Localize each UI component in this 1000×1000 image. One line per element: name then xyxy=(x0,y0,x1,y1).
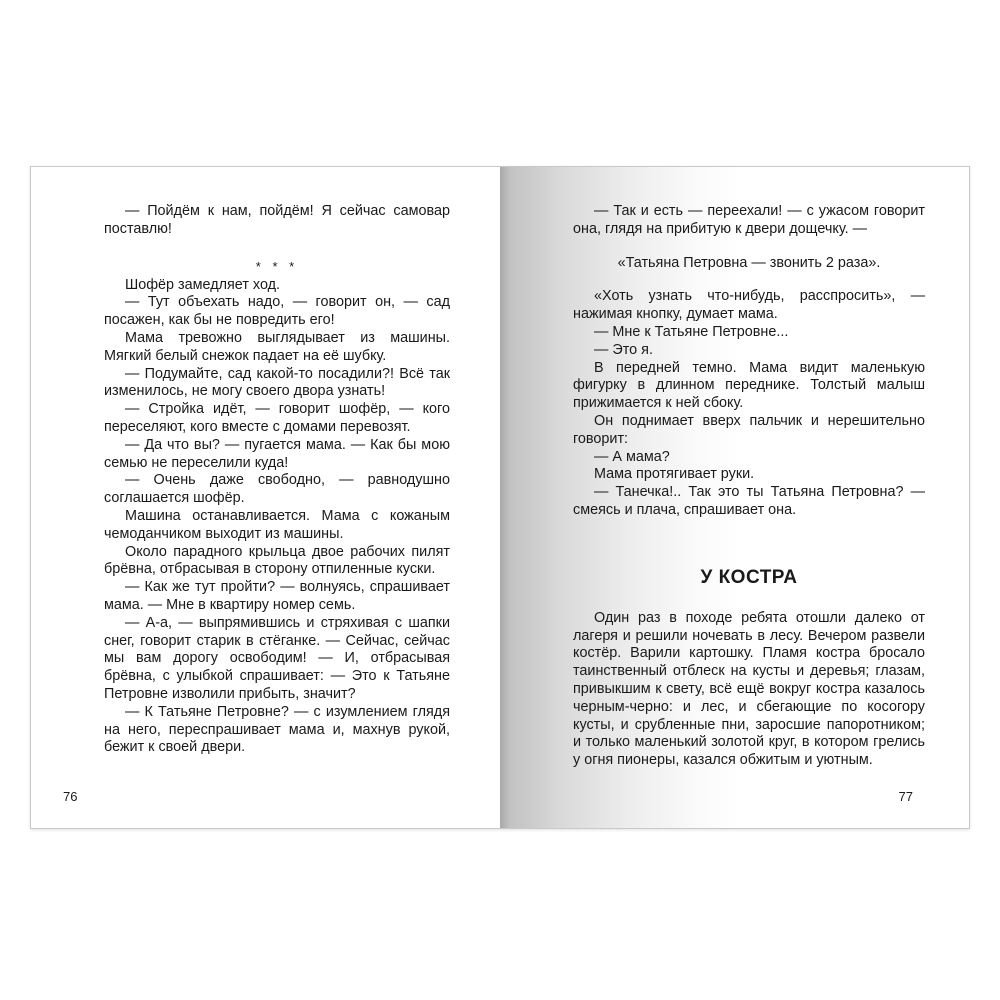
paragraph: В передней темно. Мама видит маленькую фигурку в длинном переднике. Толстый малыш прижимается к ней сбоку. xyxy=(573,359,925,412)
page-number: 77 xyxy=(898,789,913,805)
paragraph: — А мама? xyxy=(594,448,670,465)
paragraph: — К Татьяне Петровне? — с изумлением глядя на него, переспрашивает мама и, махнув рукой, бежит к своей двери. xyxy=(104,703,450,756)
spacer xyxy=(573,520,925,566)
paragraph: Машина останавливается. Мама с кожаным чемоданчиком выходит из машины. xyxy=(104,507,450,542)
paragraph: Мама протягивает руки. xyxy=(594,466,755,483)
paragraph: — А-а, — выпрямившись и стряхивая с шапки снег, говорит старик в стёганке. — Сейчас, сейчас мы вам дорогу освободим! — И, отбрасывая брёвна, с улыбкой спрашивает: — Это к Татьяне Петровне изволили прибыть, значит? xyxy=(104,614,450,702)
paragraph: Мама тревожно выглядывает из машины. Мягкий белый снежок падает на её шубку. xyxy=(104,329,450,364)
open-book-spread xyxy=(30,166,970,829)
chapter-title: У КОСТРА xyxy=(700,566,798,588)
paragraph: — Это я. xyxy=(594,341,653,358)
door-sign-quote: «Татьяна Петровна — звонить 2 раза». xyxy=(617,254,881,271)
paragraph: — Так и есть — переехали! — с ужасом говорит она, глядя на прибитую к двери дощечку. — xyxy=(573,203,925,237)
paragraph: Шофёр замедляет ход. xyxy=(125,276,281,293)
right-page-text-column xyxy=(573,203,925,770)
paragraph: — Как же тут пройти? — волнуясь, спрашивает мама. — Мне в квартиру номер семь. xyxy=(104,579,450,613)
paragraph: Он поднимает вверх пальчик и нерешительно говорит: xyxy=(573,412,925,447)
left-page xyxy=(31,167,500,828)
page-number: 76 xyxy=(63,789,78,805)
paragraph: — Да что вы? — пугается мама. — Как бы мою семью не переселили куда! xyxy=(104,436,450,471)
paragraph: — Очень даже свободно, — равнодушно соглашается шофёр. xyxy=(104,472,450,507)
right-page xyxy=(500,167,969,828)
left-page-text-column xyxy=(104,203,450,757)
section-separator: * * * xyxy=(255,258,299,274)
paragraph: — Тут объехать надо, — говорит он, — сад посажен, как бы не повредить его! xyxy=(104,294,450,329)
paragraph: Около парадного крыльца двое рабочих пилят брёвна, отбрасывая в сторону отпиленные куски. xyxy=(104,543,450,578)
spacer xyxy=(573,239,925,255)
paragraph: — Подумайте, сад какой-то посадили?! Всё так изменилось, не могу своего двора узнать! xyxy=(104,365,450,400)
spacer xyxy=(573,272,925,288)
paragraph: — Мне к Татьяне Петровне... xyxy=(594,323,789,340)
paragraph: Один раз в походе ребята отошли далеко от лагеря и решили ночевать в лесу. Вечером развели костёр. Варили картошку. Пламя костра бросало таинственный отблеск на кусты и деревья; глазам, привыкшим к свету, всё ещё вокруг костра казалось черным-черно: и лес, и сбегающие по косогору кусты, и срубленные пни, заросшие папоротником; и только маленький золотой круг, в котором грелись у огня пионеры, казался обжитым и уютным. xyxy=(573,609,925,769)
paragraph: — Танечка!.. Так это ты Татьяна Петровна? — смеясь и плача, спрашивает она. xyxy=(573,484,925,518)
paragraph: — Пойдём к нам, пойдём! Я сейчас самовар поставлю! xyxy=(104,203,450,237)
paragraph: — Стройка идёт, — говорит шофёр, — кого переселяют, кого вместе с домами перевозят. xyxy=(104,401,450,435)
paragraph: «Хоть узнать что-нибудь, расспросить», — нажимая кнопку, думает мама. xyxy=(573,288,925,323)
spacer xyxy=(573,590,925,610)
